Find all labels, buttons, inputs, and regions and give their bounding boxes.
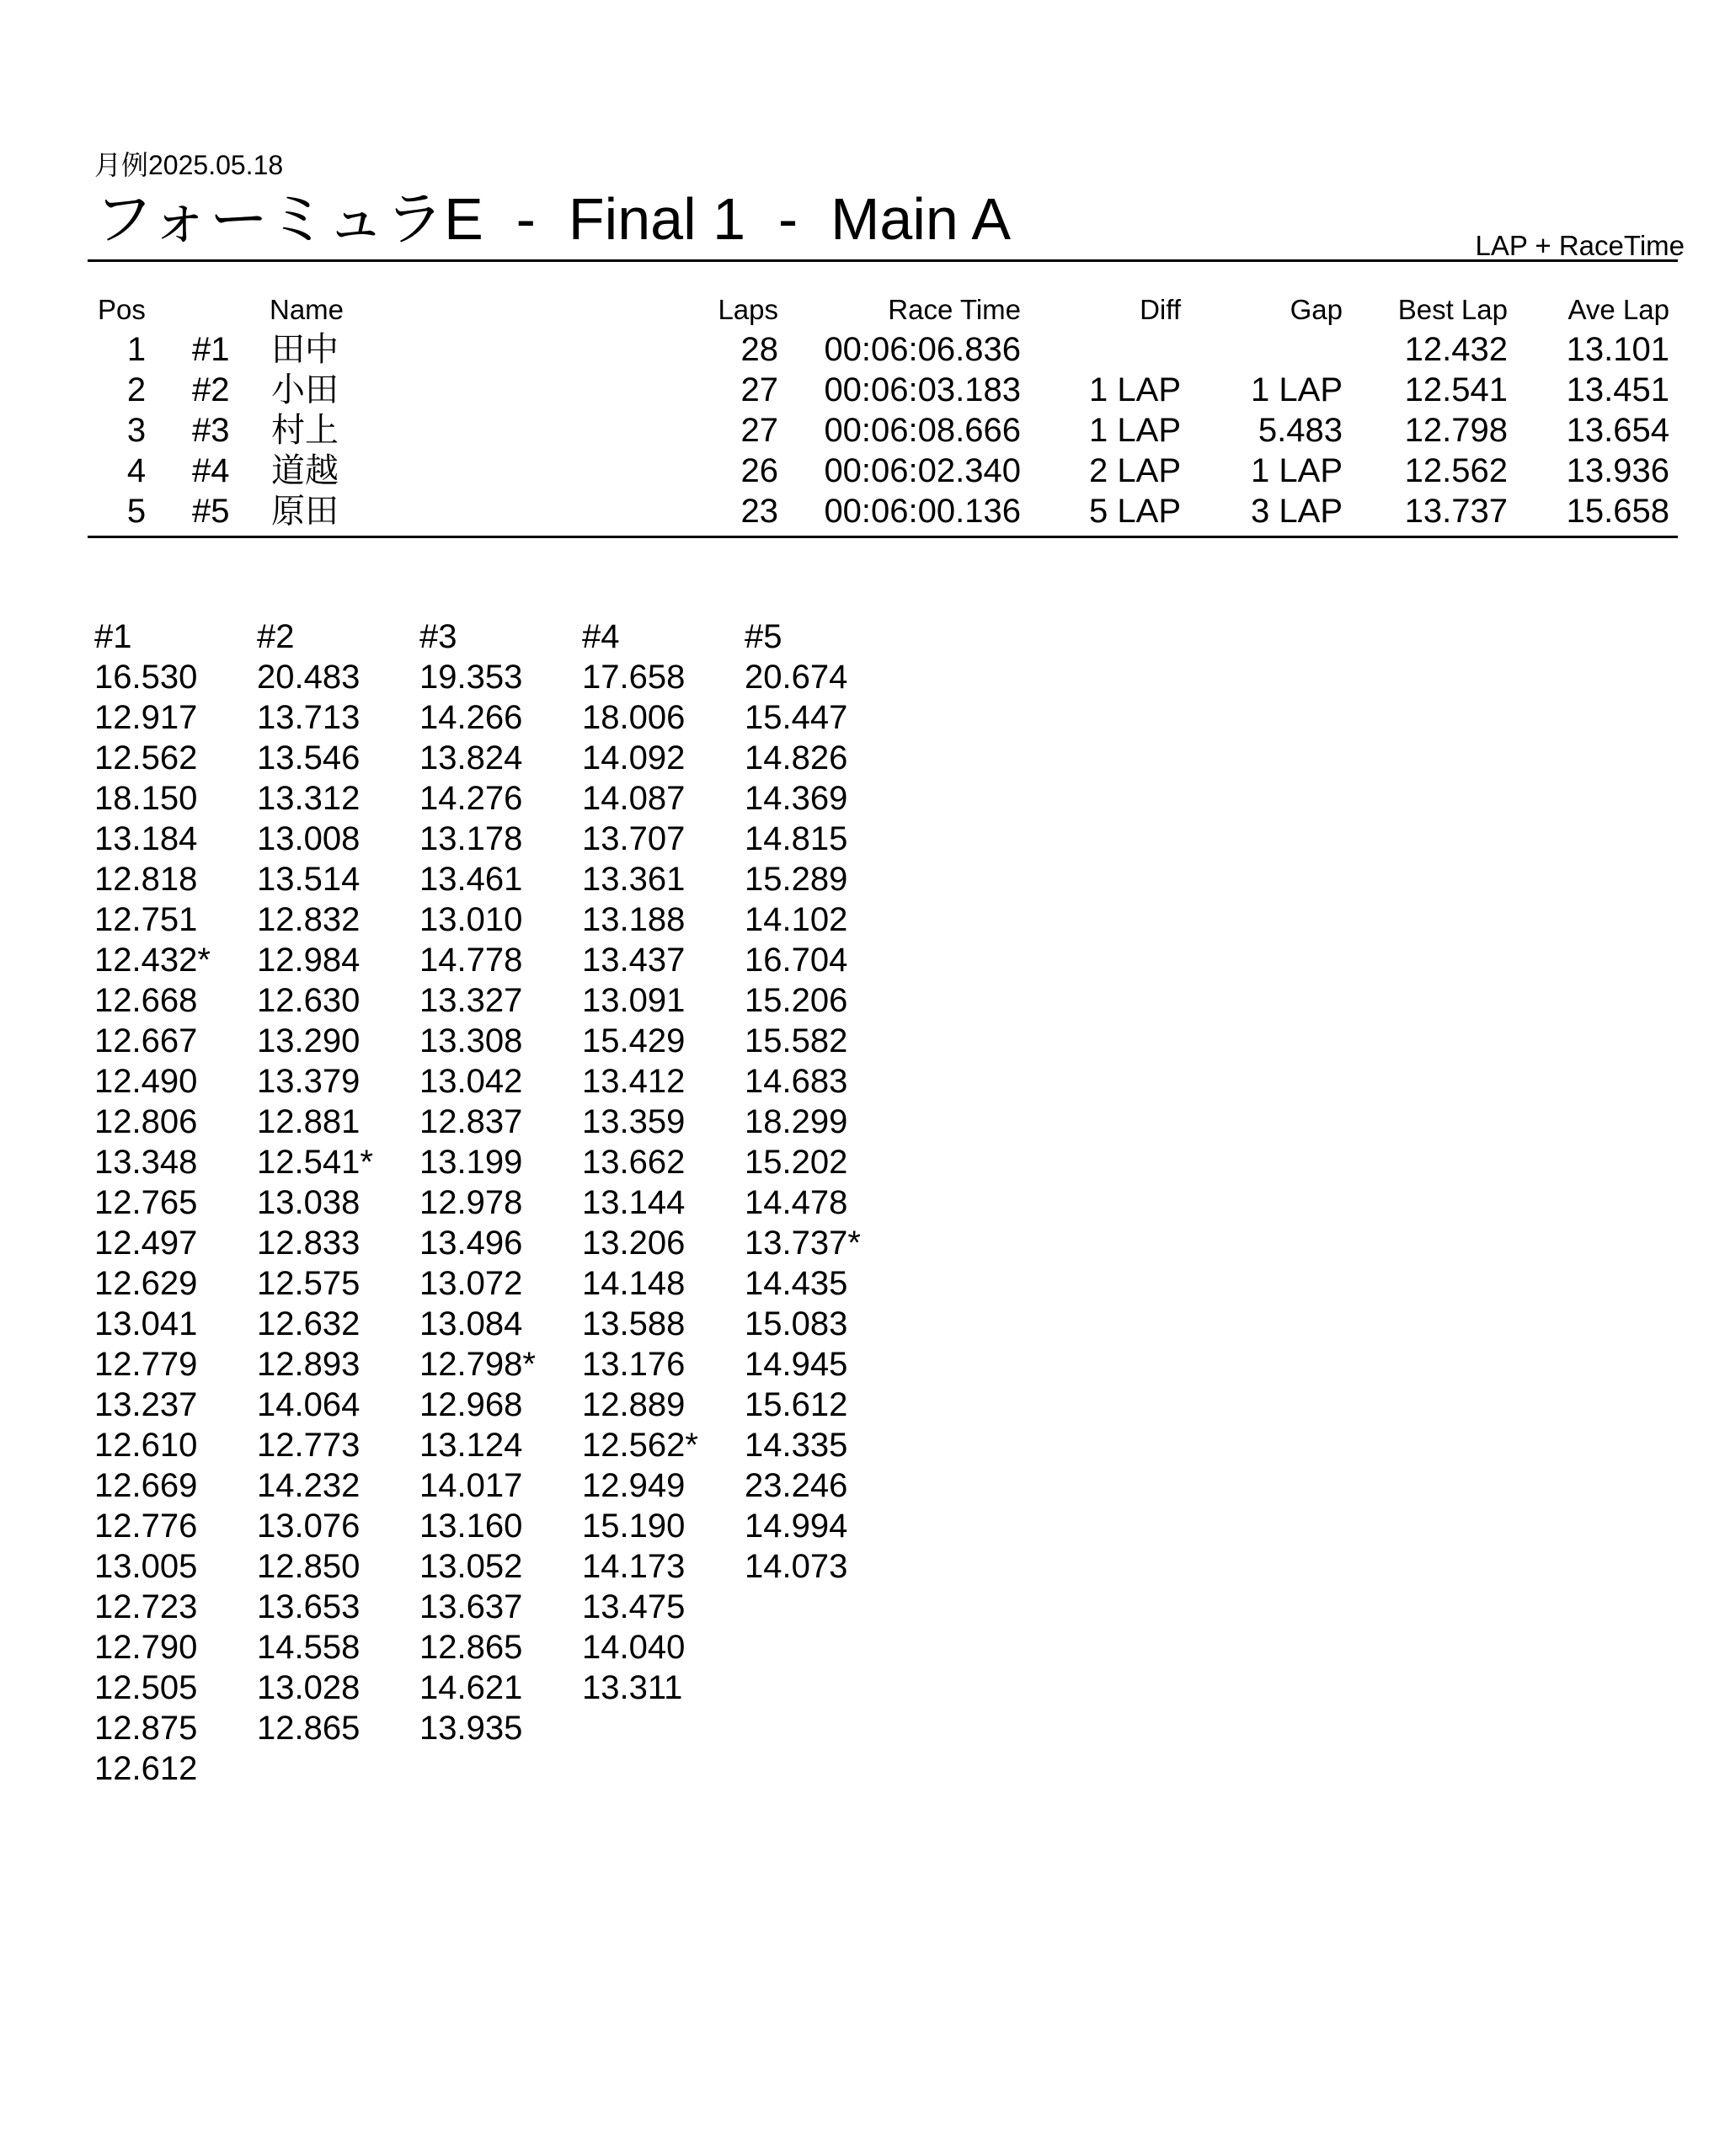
column-header-diff: Diff	[1140, 294, 1181, 325]
report-mode-label: LAP + RaceTime	[1475, 230, 1685, 261]
result-row	[0, 370, 1725, 410]
lap-time: 12.575	[257, 1265, 360, 1302]
lap-time: 12.832	[257, 901, 360, 938]
lap-time: 12.833	[257, 1225, 360, 1262]
lap-time: 13.935	[419, 1710, 523, 1747]
result-best-lap: 13.737	[1404, 493, 1508, 530]
lap-time: 13.461	[419, 861, 523, 898]
race-title: フォーミュラE - Final 1 - Main A	[94, 186, 1012, 252]
lap-time: 12.490	[94, 1063, 198, 1100]
lap-time: 13.038	[257, 1184, 360, 1221]
lap-time: 15.206	[745, 982, 848, 1019]
lap-time: 12.881	[257, 1103, 360, 1140]
lap-time: 13.237	[94, 1386, 198, 1423]
lap-times-column	[94, 616, 254, 1789]
lap-time: 16.704	[745, 942, 848, 979]
result-laps: 27	[740, 412, 778, 449]
lap-time: 19.353	[419, 659, 523, 696]
lap-time: 13.713	[257, 699, 360, 736]
results-divider	[88, 536, 1678, 538]
lap-time: 12.667	[94, 1022, 198, 1059]
lap-time: 12.790	[94, 1629, 198, 1666]
lap-time: 13.824	[419, 739, 523, 776]
result-gap: 5.483	[1258, 412, 1343, 449]
lap-time: 12.968	[419, 1386, 523, 1423]
result-driver-name: 田中	[271, 331, 339, 368]
lap-time: 13.290	[257, 1022, 360, 1059]
lap-time: 14.369	[745, 780, 848, 817]
lap-time: 14.335	[745, 1427, 848, 1464]
lap-time: 14.621	[419, 1669, 523, 1706]
lap-time: 13.662	[582, 1144, 686, 1181]
lap-time: 12.818	[94, 861, 198, 898]
lap-time: 13.546	[257, 739, 360, 776]
lap-time: 14.815	[745, 820, 848, 857]
lap-time: 13.327	[419, 982, 523, 1019]
lap-time: 13.311	[582, 1669, 683, 1706]
lap-time: 13.653	[257, 1588, 360, 1625]
lap-times-column	[745, 616, 905, 1587]
lap-time: 13.176	[582, 1346, 686, 1383]
result-diff: 5 LAP	[1089, 493, 1181, 530]
lap-time: 13.379	[257, 1063, 360, 1100]
lap-time: 13.144	[582, 1184, 686, 1221]
lap-time: 23.246	[745, 1467, 848, 1504]
result-pos: 4	[126, 452, 147, 489]
column-header-laps: Laps	[718, 294, 778, 325]
result-row	[0, 491, 1725, 531]
result-best-lap: 12.432	[1404, 331, 1508, 368]
lap-time: 14.017	[419, 1467, 523, 1504]
result-driver-name: 小田	[271, 371, 339, 408]
lap-time: 14.478	[745, 1184, 848, 1221]
column-header-pos: Pos	[98, 294, 146, 325]
lap-time: 14.683	[745, 1063, 848, 1100]
column-header-gap: Gap	[1290, 294, 1343, 325]
lap-time: 14.064	[257, 1386, 360, 1423]
lap-time: 18.299	[745, 1103, 848, 1140]
results-table	[0, 291, 1725, 531]
lap-time: 13.348	[94, 1144, 198, 1181]
lap-time: 13.588	[582, 1305, 686, 1342]
result-row	[0, 451, 1725, 491]
result-car-number: #4	[192, 452, 230, 489]
result-driver-name: 道越	[271, 452, 339, 489]
result-diff: 1 LAP	[1089, 371, 1181, 408]
lap-time: 13.361	[582, 861, 686, 898]
lap-time: 14.148	[582, 1265, 686, 1302]
result-pos: 2	[126, 371, 147, 408]
result-laps: 23	[740, 493, 778, 530]
lap-time: 14.276	[419, 780, 523, 817]
lap-column-car-number: #5	[745, 618, 782, 655]
lap-time: 13.437	[582, 942, 686, 979]
lap-time: 15.612	[745, 1386, 848, 1423]
lap-time: 14.826	[745, 739, 848, 776]
lap-time: 12.773	[257, 1427, 360, 1464]
lap-time: 12.610	[94, 1427, 198, 1464]
lap-time: 13.041	[94, 1305, 198, 1342]
lap-time: 12.629	[94, 1265, 198, 1302]
lap-time: 17.658	[582, 659, 686, 696]
result-best-lap: 12.541	[1404, 371, 1508, 408]
result-driver-name: 原田	[271, 493, 339, 530]
column-header-ave-lap: Ave Lap	[1567, 294, 1669, 325]
lap-time: 12.630	[257, 982, 360, 1019]
lap-times-column	[257, 616, 417, 1748]
lap-time: 12.779	[94, 1346, 198, 1383]
lap-time: 14.073	[745, 1548, 848, 1585]
lap-column-car-number: #4	[582, 618, 620, 655]
lap-time: 13.010	[419, 901, 523, 938]
result-laps: 27	[740, 371, 778, 408]
lap-time: 12.984	[257, 942, 360, 979]
lap-time: 13.178	[419, 820, 523, 857]
result-ave-lap: 13.101	[1566, 331, 1669, 368]
lap-time: 12.541*	[257, 1144, 373, 1181]
lap-column-car-number: #1	[94, 618, 132, 655]
result-best-lap: 12.562	[1404, 452, 1508, 489]
lap-time: 14.558	[257, 1629, 360, 1666]
result-diff: 2 LAP	[1089, 452, 1181, 489]
lap-time: 13.188	[582, 901, 686, 938]
lap-time: 12.889	[582, 1386, 686, 1423]
lap-time: 13.637	[419, 1588, 523, 1625]
result-gap: 1 LAP	[1251, 452, 1343, 489]
lap-time: 15.447	[745, 699, 848, 736]
lap-time: 13.475	[582, 1588, 686, 1625]
lap-time: 14.778	[419, 942, 523, 979]
lap-time: 15.202	[745, 1144, 848, 1181]
lap-time: 13.052	[419, 1548, 523, 1585]
lap-time: 12.893	[257, 1346, 360, 1383]
lap-time: 15.429	[582, 1022, 686, 1059]
lap-time: 13.707	[582, 820, 686, 857]
lap-time: 12.751	[94, 901, 198, 938]
column-header-best-lap: Best Lap	[1397, 294, 1508, 325]
event-subtitle: 月例2025.05.18	[94, 150, 284, 180]
lap-time: 13.072	[419, 1265, 523, 1302]
lap-time: 13.160	[419, 1508, 523, 1545]
lap-time: 15.582	[745, 1022, 848, 1059]
result-car-number: #2	[192, 371, 230, 408]
lap-time: 12.776	[94, 1508, 198, 1545]
lap-time: 12.668	[94, 982, 198, 1019]
lap-time: 12.837	[419, 1103, 523, 1140]
lap-time: 18.006	[582, 699, 686, 736]
lap-time: 18.150	[94, 780, 198, 817]
lap-time: 14.102	[745, 901, 848, 938]
lap-time: 12.917	[94, 699, 198, 736]
lap-time: 13.124	[419, 1427, 523, 1464]
lap-time: 16.530	[94, 659, 198, 696]
lap-time: 15.190	[582, 1508, 686, 1545]
lap-times-column	[582, 616, 742, 1708]
result-car-number: #1	[192, 331, 230, 368]
lap-time: 13.184	[94, 820, 198, 857]
lap-time: 13.199	[419, 1144, 523, 1181]
lap-time: 12.612	[94, 1750, 198, 1787]
result-row	[0, 329, 1725, 370]
lap-time: 12.806	[94, 1103, 198, 1140]
lap-time: 13.084	[419, 1305, 523, 1342]
lap-time: 13.514	[257, 861, 360, 898]
lap-time: 12.432*	[94, 942, 211, 979]
lap-time: 12.562*	[582, 1427, 698, 1464]
lap-time: 12.949	[582, 1467, 686, 1504]
lap-time: 12.865	[257, 1710, 360, 1747]
column-header-race-time: Race Time	[888, 294, 1021, 325]
result-race-time: 00:06:00.136	[824, 493, 1021, 530]
lap-time: 14.232	[257, 1467, 360, 1504]
result-race-time: 00:06:03.183	[824, 371, 1021, 408]
lap-time: 14.087	[582, 780, 686, 817]
lap-time: 13.312	[257, 780, 360, 817]
result-pos: 3	[126, 412, 147, 449]
lap-times-column	[419, 616, 579, 1748]
lap-time: 15.289	[745, 861, 848, 898]
result-race-time: 00:06:06.836	[824, 331, 1021, 368]
result-pos: 1	[126, 331, 147, 368]
result-ave-lap: 15.658	[1566, 493, 1669, 530]
result-row	[0, 410, 1725, 451]
lap-time: 15.083	[745, 1305, 848, 1342]
lap-time: 13.308	[419, 1022, 523, 1059]
lap-time: 13.042	[419, 1063, 523, 1100]
result-best-lap: 12.798	[1404, 412, 1508, 449]
lap-time: 14.435	[745, 1265, 848, 1302]
lap-time: 14.945	[745, 1346, 848, 1383]
lap-time: 20.483	[257, 659, 360, 696]
result-gap: 1 LAP	[1251, 371, 1343, 408]
lap-time: 14.994	[745, 1508, 848, 1545]
lap-time: 13.412	[582, 1063, 686, 1100]
result-driver-name: 村上	[271, 412, 339, 449]
lap-time: 13.091	[582, 982, 686, 1019]
lap-time: 12.562	[94, 739, 198, 776]
lap-time: 13.737*	[745, 1225, 861, 1262]
lap-time: 20.674	[745, 659, 848, 696]
results-header-row	[0, 291, 1725, 329]
header-divider	[88, 259, 1678, 262]
lap-time: 12.505	[94, 1669, 198, 1706]
result-diff: 1 LAP	[1089, 412, 1181, 449]
result-laps: 28	[740, 331, 778, 368]
lap-time: 13.005	[94, 1548, 198, 1585]
lap-time: 13.028	[257, 1669, 360, 1706]
lap-time: 14.092	[582, 739, 686, 776]
lap-time: 12.723	[94, 1588, 198, 1625]
result-pos: 5	[126, 493, 147, 530]
result-race-time: 00:06:02.340	[824, 452, 1021, 489]
lap-time: 12.632	[257, 1305, 360, 1342]
result-ave-lap: 13.654	[1566, 412, 1669, 449]
result-ave-lap: 13.451	[1566, 371, 1669, 408]
lap-time: 14.173	[582, 1548, 686, 1585]
lap-column-car-number: #2	[257, 618, 295, 655]
column-header-name: Name	[270, 294, 344, 325]
result-car-number: #3	[192, 412, 230, 449]
lap-time: 12.765	[94, 1184, 198, 1221]
lap-time: 12.865	[419, 1629, 523, 1666]
lap-column-car-number: #3	[419, 618, 457, 655]
lap-time: 14.040	[582, 1629, 686, 1666]
lap-time: 13.496	[419, 1225, 523, 1262]
lap-time: 12.497	[94, 1225, 198, 1262]
lap-time: 13.206	[582, 1225, 686, 1262]
result-race-time: 00:06:08.666	[824, 412, 1021, 449]
lap-time: 14.266	[419, 699, 523, 736]
lap-time: 12.669	[94, 1467, 198, 1504]
result-laps: 26	[740, 452, 778, 489]
lap-time: 12.798*	[419, 1346, 536, 1383]
lap-time: 12.875	[94, 1710, 198, 1747]
result-car-number: #5	[192, 493, 230, 530]
lap-time: 13.359	[582, 1103, 686, 1140]
lap-time: 13.008	[257, 820, 360, 857]
lap-time: 12.978	[419, 1184, 523, 1221]
lap-time: 13.076	[257, 1508, 360, 1545]
results-body	[0, 329, 1725, 531]
result-ave-lap: 13.936	[1566, 452, 1669, 489]
lap-time: 12.850	[257, 1548, 360, 1585]
result-gap: 3 LAP	[1251, 493, 1343, 530]
